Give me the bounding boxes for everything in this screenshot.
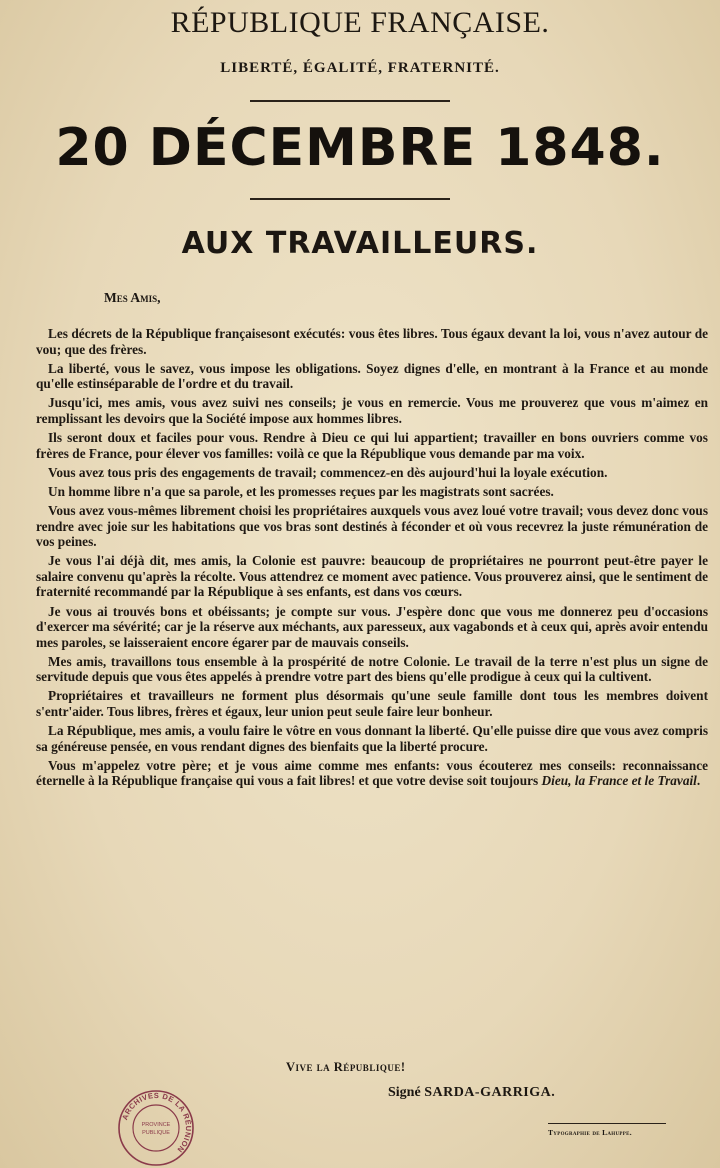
paragraph: Mes amis, travaillons tous ensemble à la prospérité de notre Colonie. Le travail de la terre n'est plus un signe de servitude depuis que vous êtes appelés à prendre votre part des biens qu'elle prodigue à ceux qui la cultivent. bbox=[36, 653, 708, 685]
divider-top bbox=[250, 100, 450, 102]
stamp-inner-ring bbox=[133, 1105, 179, 1151]
paragraph: Les décrets de la République françaisesont exécutés: vous êtes libres. Tous égaux devant la loi, vous n'avez autour de vou; que des frères. bbox=[36, 326, 708, 357]
addressee-heading: AUX TRAVAILLEURS. bbox=[181, 226, 539, 261]
archive-stamp bbox=[116, 1088, 196, 1168]
printer-divider bbox=[548, 1123, 666, 1124]
republic-heading: RÉPUBLIQUE FRANÇAISE. bbox=[170, 6, 550, 39]
final-paragraph bbox=[36, 758, 708, 789]
paragraph: Je vous ai trouvés bons et obéissants; je compte sur vous. J'espère donc que vous me donnerez peu d'occasions d'exercer ma sévérité; car je la réserve aux méchants, aux paresseux, aux vagabonds et à ceux qui, après avoir entendu mes paroles, se laisseraient encore égarer par de mauvais conseils. bbox=[36, 603, 708, 650]
paragraph: Vous avez vous-mêmes librement choisi les propriétaires auxquels vous avez loué votre travail; vous devez donc vous rendre avec joie sur les habitations que vos bras sont destinés à féconder et où vous recevrez la juste rémunération de vos peines. bbox=[36, 502, 708, 550]
final-paragraph-text: Vous m'appelez votre père; et je vous aime comme mes enfants: vous écouterez mes conseils: reconnaissance éternelle à la République française qui vous a fait libres! et que votre devise soit toujours bbox=[36, 757, 708, 789]
printer-credit: Typographie de Lahuppe. bbox=[548, 1128, 632, 1137]
stamp-inner-line2: PUBLIQUE bbox=[142, 1130, 170, 1136]
salutation: Mes Amis, bbox=[104, 290, 161, 305]
final-paragraph-end: . bbox=[696, 773, 701, 789]
motto-heading: LIBERTÉ, ÉGALITÉ, FRATERNITÉ. bbox=[220, 60, 500, 76]
paragraph: Vous avez tous pris des engagements de travail; commencez-en dès aujourd'hui la loyale exécution. bbox=[48, 464, 608, 480]
signature-name: SARDA-GARRIGA. bbox=[424, 1085, 556, 1100]
stamp-inner-line1: PROVINCE bbox=[141, 1122, 171, 1128]
closing-cry: Vive la République! bbox=[286, 1060, 406, 1074]
paragraph: Je vous l'ai déjà dit, mes amis, la Colonie est pauvre: beaucoup de propriétaires ne pourront peut-être payer le salaire convenu qu'après la récolte. Vous attendrez ce moment avec patience. Vous prouverez ainsi, que le sentiment de fraternité recommandé par la République à ses enfants, est dans vos cœurs. bbox=[36, 553, 708, 600]
signature bbox=[388, 1085, 555, 1101]
paragraph: Propriétaires et travailleurs ne forment plus désormais qu'une seule famille dont tous les membres doivent s'entr'aider. Tous libres, frères et égaux, leur union peut seule faire leur bonheur. bbox=[36, 688, 708, 720]
divider-bottom bbox=[250, 198, 450, 200]
signature-prefix: Signé bbox=[388, 1085, 421, 1100]
paragraph: La liberté, vous le savez, vous impose les obligations. Soyez dignes d'elle, en montrant à la France et au monde qu'elle estinséparable de l'ordre et du travail. bbox=[36, 360, 708, 392]
national-motto: Dieu, la France et le Travail bbox=[541, 773, 697, 789]
paragraph: Jusqu'ici, mes amis, vous avez suivi nes conseils; je vous en remercie. Vous me prouverez que vous m'aimez en remplissant les devoirs que la Société impose aux hommes libres. bbox=[36, 395, 708, 426]
stamp-outer-text: ARCHIVES DE LA RÉUNION bbox=[120, 1090, 194, 1155]
date-heading: 20 DÉCEMBRE 1848. bbox=[55, 118, 665, 178]
proclamation-body bbox=[36, 326, 708, 789]
paragraph: La République, mes amis, a voulu faire le vôtre en vous donnant la liberté. Qu'elle puisse dire que vous avez compris sa généreuse pensée, en vous rendant dignes des bienfaits que la liberté procure. bbox=[36, 723, 708, 754]
paragraph: Un homme libre n'a que sa parole, et les promesses reçues par les magistrats sont sacrées. bbox=[48, 483, 554, 499]
paragraph: Ils seront doux et faciles pour vous. Rendre à Dieu ce qui lui appartient; travailler en bons ouvriers comme vos frères de France, pour élever vos familles: voilà ce que la République vous demande par ma voix. bbox=[36, 430, 708, 461]
